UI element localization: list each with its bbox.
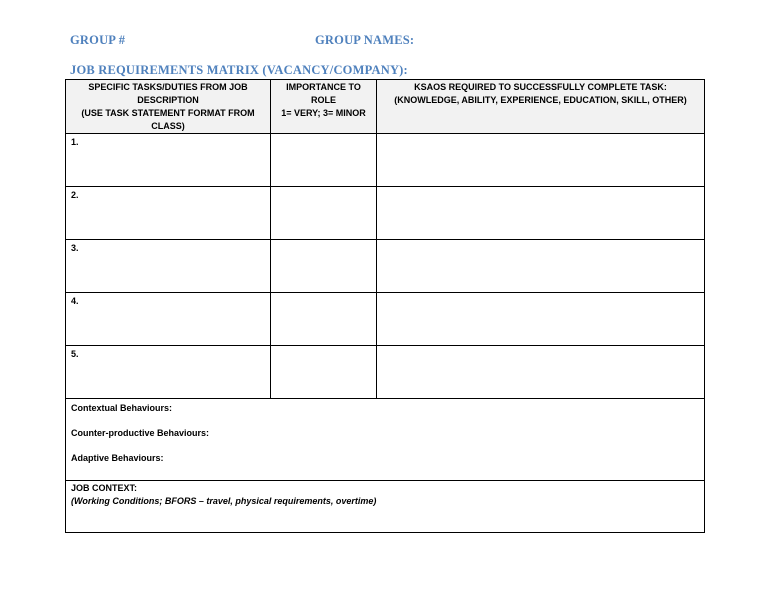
header-row bbox=[66, 80, 705, 134]
behaviours-row bbox=[66, 399, 705, 481]
table-row bbox=[66, 293, 705, 346]
contextual-behaviours-label: Contextual Behaviours: bbox=[71, 403, 173, 413]
group-number-label: GROUP # bbox=[70, 33, 126, 47]
column-header-tasks: SPECIFIC TASKS/DUTIES FROM JOB DESCRIPTION (USE TASK STATEMENT FORMAT FROM CLASS) bbox=[66, 80, 271, 134]
task-cell[interactable]: 3. bbox=[66, 240, 271, 293]
behaviours-cell[interactable] bbox=[66, 399, 705, 481]
importance-cell[interactable] bbox=[271, 187, 377, 240]
counterproductive-behaviours-label: Counter-productive Behaviours: bbox=[71, 428, 210, 438]
task-cell[interactable]: 1. bbox=[66, 134, 271, 187]
job-context-cell[interactable] bbox=[66, 481, 705, 533]
task-cell[interactable]: 5. bbox=[66, 346, 271, 399]
ksaos-cell[interactable] bbox=[377, 293, 705, 346]
table-row bbox=[66, 187, 705, 240]
importance-cell[interactable] bbox=[271, 293, 377, 346]
matrix-title: JOB REQUIREMENTS MATRIX (VACANCY/COMPANY): bbox=[70, 63, 408, 77]
table-row bbox=[66, 346, 705, 399]
job-context-title: JOB CONTEXT: bbox=[71, 483, 138, 493]
task-cell[interactable]: 4. bbox=[66, 293, 271, 346]
ksaos-cell[interactable] bbox=[377, 134, 705, 187]
job-context-subtitle: (Working Conditions; BFORS – travel, physical requirements, overtime) bbox=[71, 496, 377, 506]
group-names-label: GROUP NAMES: bbox=[315, 33, 415, 47]
column-header-ksaos: KSAOS REQUIRED TO SUCCESSFULLY COMPLETE TASK: (KNOWLEDGE, ABILITY, EXPERIENCE, EDUCATION, SKILL, OTHER) bbox=[377, 80, 705, 134]
job-context-row bbox=[66, 481, 705, 533]
job-requirements-table bbox=[65, 79, 705, 533]
table-row bbox=[66, 240, 705, 293]
importance-cell[interactable] bbox=[271, 346, 377, 399]
importance-cell[interactable] bbox=[271, 134, 377, 187]
ksaos-cell[interactable] bbox=[377, 240, 705, 293]
importance-cell[interactable] bbox=[271, 240, 377, 293]
ksaos-cell[interactable] bbox=[377, 346, 705, 399]
column-header-importance: IMPORTANCE TO ROLE 1= VERY; 3= MINOR bbox=[271, 80, 377, 134]
table-row bbox=[66, 134, 705, 187]
task-cell[interactable]: 2. bbox=[66, 187, 271, 240]
ksaos-cell[interactable] bbox=[377, 187, 705, 240]
adaptive-behaviours-label: Adaptive Behaviours: bbox=[71, 453, 164, 463]
